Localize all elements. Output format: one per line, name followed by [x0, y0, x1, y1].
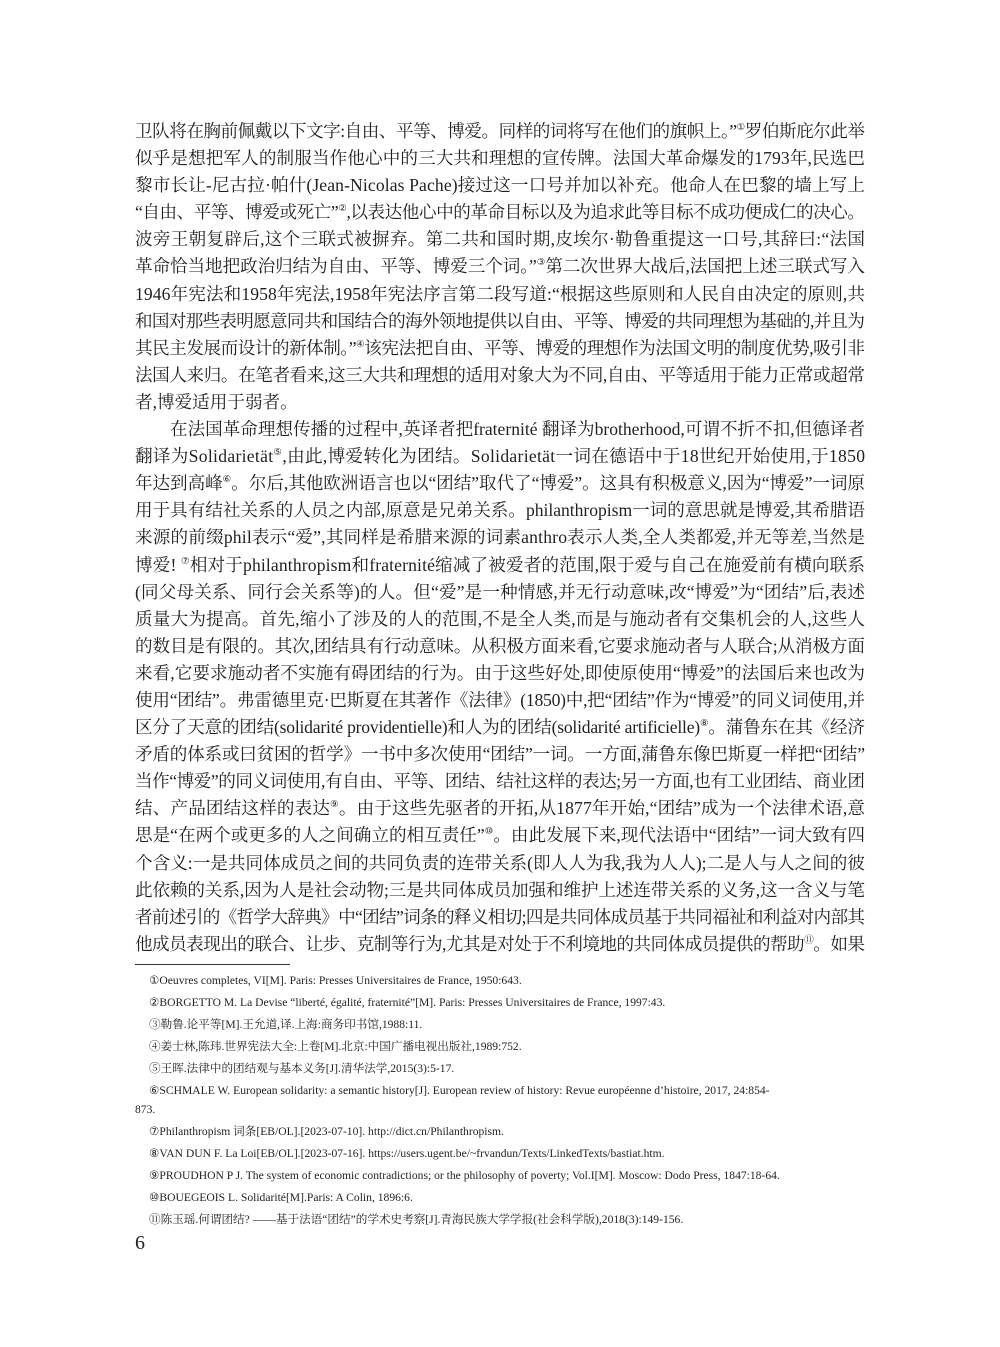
footnote-marker: ⑪: [804, 935, 814, 947]
body-line: 使用“团结”。弗雷德里克·巴斯夏在其著作《法律》(1850)中,把“团结”作为“博爱”的同义词使用,并: [135, 689, 865, 710]
body-line: 和国对那些表明愿意同共和国结合的海外领地提供以自由、平等、博爱的共同理想为基础的,并且为: [135, 310, 865, 331]
body-line: 来源的前缀phil表示“爱”,其同样是希腊来源的词素anthro表示人类,全人类都爱,并无等差,当然是: [135, 527, 866, 548]
body-line: 来看,它要求施动者不实施有碍团结的行为。由于这些好处,即使原使用“博爱”的法国后来也改为: [135, 662, 866, 683]
footnote-marker: ⑩: [484, 826, 494, 838]
body-line: 1946年宪法和1958年宪法,1958年宪法序言第二段写道:“根据这些原则和人民自由决定的原则,共: [135, 283, 866, 304]
footnote-marker: ⑧: [699, 718, 709, 730]
footnote-continuation: 873.: [135, 1103, 156, 1116]
body-line: 思是“在两个或更多的人之间确立的相互责任”⑩。由此发展下来,现代法语中“团结”一词大致有四: [135, 825, 865, 846]
footnote-marker: ⑨: [330, 799, 339, 811]
body-text: [135, 118, 865, 958]
body-line: 革命恰当地把政治归结为自由、平等、博爱三个词。”③第二次世界大战后,法国把上述三联式写入: [135, 256, 865, 277]
page-number: 6: [135, 1232, 145, 1254]
body-line: 结、产品团结这样的表达⑨。由于这些先驱者的开拓,从1877年开始,“团结”成为一个法律术语,意: [135, 798, 866, 819]
footnote-marker: ①: [736, 122, 745, 134]
body-line: 用于具有结社关系的人员之内部,原意是兄弟关系。philanthropism一词的意思就是博爱,其希腊语: [135, 500, 865, 521]
body-line: 的数目是有限的。其次,团结具有行动意味。从积极方面来看,它要求施动者与人联合;从消极方面: [135, 635, 865, 656]
body-line: 者前述引的《哲学大辞典》中“团结”词条的释义相切;四是共同体成员基于共同福祉和利益对内部其: [135, 906, 865, 927]
body-line: 个含义:一是共同体成员之间的共同负责的连带关系(即人人为我,我为人人);二是人与人之间的彼: [135, 852, 865, 873]
footnote: ⑥SCHMALE W. European solidarity: a semantic history[J]. European review of history: Revue européenne d’histoire, 2017, 24:854-: [149, 1084, 770, 1097]
footnote: ⑦Philanthropism 词条[EB/OL].[2023-07-10]. http://dict.cn/Philanthropism.: [149, 1125, 504, 1138]
body-line: 年达到高峰⑥。尔后,其他欧洲语言也以“团结”取代了“博爱”。这具有积极意义,因为“博爱”一词原: [135, 473, 865, 494]
body-line: 者,博爱适用于弱者。: [135, 391, 298, 412]
body-line: 翻译为Solidarietät⑤,由此,博爱转化为团结。Solidarietät一词在德语中于18世纪开始使用,于1850: [135, 446, 866, 467]
footnote-marker: ②: [338, 203, 347, 215]
footnote: ⑩BOUEGEOIS L. Solidarité[M].Paris: A Colin, 1896:6.: [149, 1191, 413, 1204]
body-line: 似乎是想把军人的制服当作他心中的三大共和理想的宣传牌。法国大革命爆发的1793年,民选巴: [135, 148, 866, 169]
body-line: 矛盾的体系或曰贫困的哲学》一书中多次使用“团结”一词。一方面,蒲鲁东像巴斯夏一样把“团结”: [135, 744, 865, 765]
footnote: ⑧VAN DUN F. La Loi[EB/OL].[2023-07-16]. https://users.ugent.be/~frvandun/Texts/LinkedTexts/bastiat.htm.: [149, 1147, 665, 1160]
body-line: 法国人来归。在笔者看来,这三大共和理想的适用对象大为不同,自由、平等适用于能力正常或超常: [135, 364, 865, 385]
body-line: 此依赖的关系,因为人是社会动物;三是共同体成员加强和维护上述连带关系的义务,这一含义与笔: [135, 879, 865, 900]
body-line: 他成员表现出的联合、让步、克制等行为,尤其是对处于不利境地的共同体成员提供的帮助⑪。如果: [135, 933, 865, 954]
body-line: 博爱! ⑦相对于philanthropism和fraternité缩减了被爱者的范围,限于爱与自己在施爱前有横向联系: [135, 554, 866, 575]
body-line: (同父母关系、同行会关系等)的人。但“爱”是一种情感,并无行动意味,改“博爱”为“团结”后,表述: [135, 581, 866, 602]
footnote: ①Oeuvres completes, VI[M]. Paris: Presses Universitaires de France, 1950:643.: [149, 974, 522, 987]
footnote: ⑨PROUDHON P J. The system of economic contradictions; or the philosophy of poverty; Vol.I[M]. Moscow: Dodo Press, 1847:18-64.: [149, 1169, 780, 1182]
footnote-marker: ⑥: [222, 474, 232, 486]
footnote-divider: [135, 964, 290, 965]
footnote: ③勒鲁.论平等[M].王允道,译.上海:商务印书馆,1988:11.: [149, 1018, 423, 1031]
footnote-marker: ⑦: [181, 555, 190, 567]
body-line: 在法国革命理想传播的过程中,英译者把fraternité 翻译为brotherhood,可谓不折不扣,但德译者: [170, 419, 865, 440]
body-line: 质量大为提高。首先,缩小了涉及的人的范围,不是全人类,而是与施动者有交集机会的人,这些人: [135, 608, 866, 629]
footnote-marker: ⑤: [273, 447, 283, 459]
body-line: “自由、平等、博爱或死亡”②,以表达他心中的革命目标以及为追求此等目标不成功便成仁的决心。: [135, 202, 865, 223]
body-line: 区分了天意的团结(solidarité providentielle)和人为的团结(solidarité artificielle)⑧。蒲鲁东在其《经济: [135, 717, 865, 738]
body-line: 当作“博爱”的同义词使用,有自由、平等、团结、结社这样的表达;另一方面,也有工业团结、商业团: [135, 771, 865, 792]
footnote: ⑤王晖.法律中的团结观与基本义务[J].清华法学,2015(3):5-17.: [149, 1062, 455, 1075]
body-line: 卫队将在胸前佩戴以下文字:自由、平等、博爱。同样的词将写在他们的旗帜上。”①罗伯斯庇尔此举: [135, 121, 865, 141]
footnote: ④姜士林,陈玮.世界宪法大全:上卷[M].北京:中国广播电视出版社,1989:752.: [149, 1040, 522, 1053]
body-line: 黎市长让-尼古拉·帕什(Jean-Nicolas Pache)接过这一口号并加以补充。他命人在巴黎的墙上写上: [135, 175, 866, 196]
footnote-marker: ③: [536, 257, 546, 269]
footnote-marker: ④: [356, 338, 365, 350]
footnotes: [135, 970, 865, 1231]
body-line: 其民主发展而设计的新体制。”④该宪法把自由、平等、博爱的理想作为法国文明的制度优势,吸引非: [135, 337, 865, 358]
footnote: ⑪陈玉瑶.何谓团结? ——基于法语“团结”的学术史考察[J].青海民族大学学报(社会科学版),2018(3):149-156.: [149, 1213, 684, 1226]
body-line: 波旁王朝复辟后,这个三联式被摒弃。第二共和国时期,皮埃尔·勒鲁重提这一口号,其辞曰:“法国: [135, 229, 866, 250]
footnote: ②BORGETTO M. La Devise “liberté, égalité, fraternité”[M]. Paris: Presses Universitaires de France, 1997:43.: [149, 996, 666, 1009]
